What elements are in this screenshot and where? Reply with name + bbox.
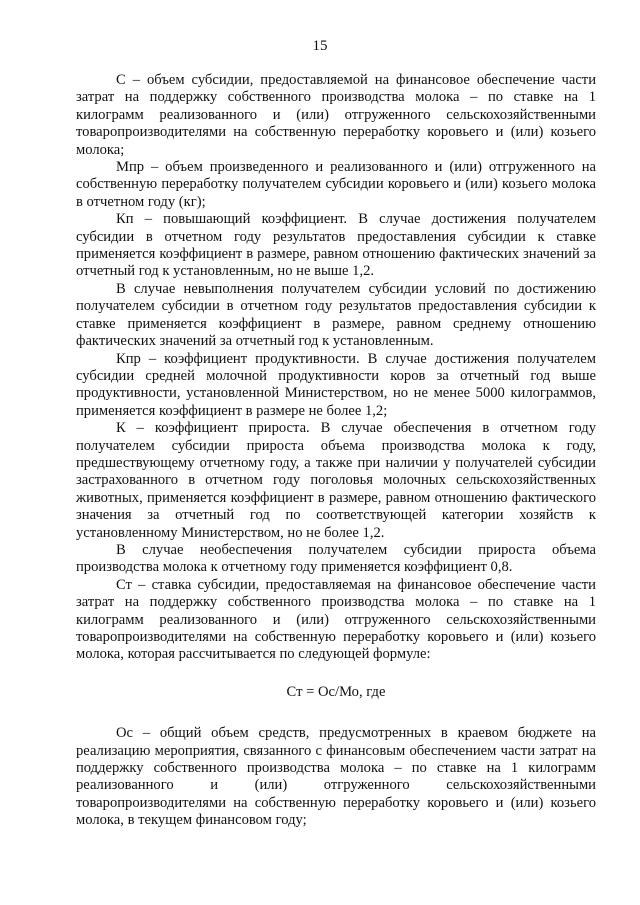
paragraph-st-definition: Ст – ставка субсидии, предоставляемая на финансовое обеспечение части затрат на поддержку собственного производства молока – по ставке на 1 килограмм реализованного и (или) отгруженного сельскохозяйственными товаропроизводителями на собственную переработку коровьего и (или) козьего молока, которая рассчитывается по следующей формуле: [76, 576, 596, 663]
paragraph-kp-definition: Кп – повышающий коэффициент. В случае достижения получателем субсидии в отчетном году результатов предоставления субсидии к ставке применяется коэффициент в размере, равном отношению фактических значений за отчетный год к установленным, но не выше 1,2. [76, 211, 596, 280]
page-number: 15 [312, 38, 328, 54]
paragraph-mpr-definition: Мпр – объем произведенного и реализованного и (или) отгруженного на собственную переработку получателем субсидии коровьего и (или) козьего молока в отчетном году (кг); [76, 159, 596, 210]
paragraph-k-failure: В случае необеспечения получателем субсидии прироста объема производства молока к отчетному году применяется коэффициент 0,8. [76, 541, 596, 576]
paragraph-os-definition: Ос – общий объем средств, предусмотренных в краевом бюджете на реализацию мероприятия, связанного с финансовым обеспечением части затрат на поддержку собственного производства молока – по ставке на 1 килограмм реализованного и (или) отгруженного сельскохозяйственными товаропроизводителями на собственную переработку коровьего и (или) козьего молока, в текущем финансовом году; [76, 725, 596, 829]
paragraph-kpr-definition: Кпр – коэффициент продуктивности. В случае достижения получателем субсидии средней молочной продуктивности коров за отчетный год выше продуктивности, установленной Министерством, но не менее 5000 килограммов, применяется коэффициент в размере не более 1,2; [76, 350, 596, 419]
document-body [76, 72, 596, 830]
paragraph-kp-failure: В случае невыполнения получателем субсидии условий по достижению получателем субсидии в отчетном году результатов предоставления субсидии к ставке применяется коэффициент в размере, равном среднему отношению фактических значений за отчетный год к установленным. [76, 280, 596, 350]
formula: Ст = Ос/Мо, где [286, 683, 386, 700]
paragraph-k-definition: К – коэффициент прироста. В случае обеспечения в отчетном году получателем субсидии прироста объема производства молока к году, предшествующему отчетному году, а также при наличии у получателей субсидии застрахованного в отчетном году поголовья молочных сельскохозяйственных животных, применяется коэффициент в размере, равном отношению фактического значения за отчетный год по соответствующей категории хозяйств к установленному Министерством, но не более 1,2. [76, 420, 596, 541]
paragraph-c-definition: С – объем субсидии, предоставляемой на финансовое обеспечение части затрат на поддержку собственного производства молока – по ставке на 1 килограмм реализованного и (или) отгруженного сельскохозяйственными товаропроизводителями на собственную переработку коровьего и (или) козьего молока; [76, 72, 596, 158]
